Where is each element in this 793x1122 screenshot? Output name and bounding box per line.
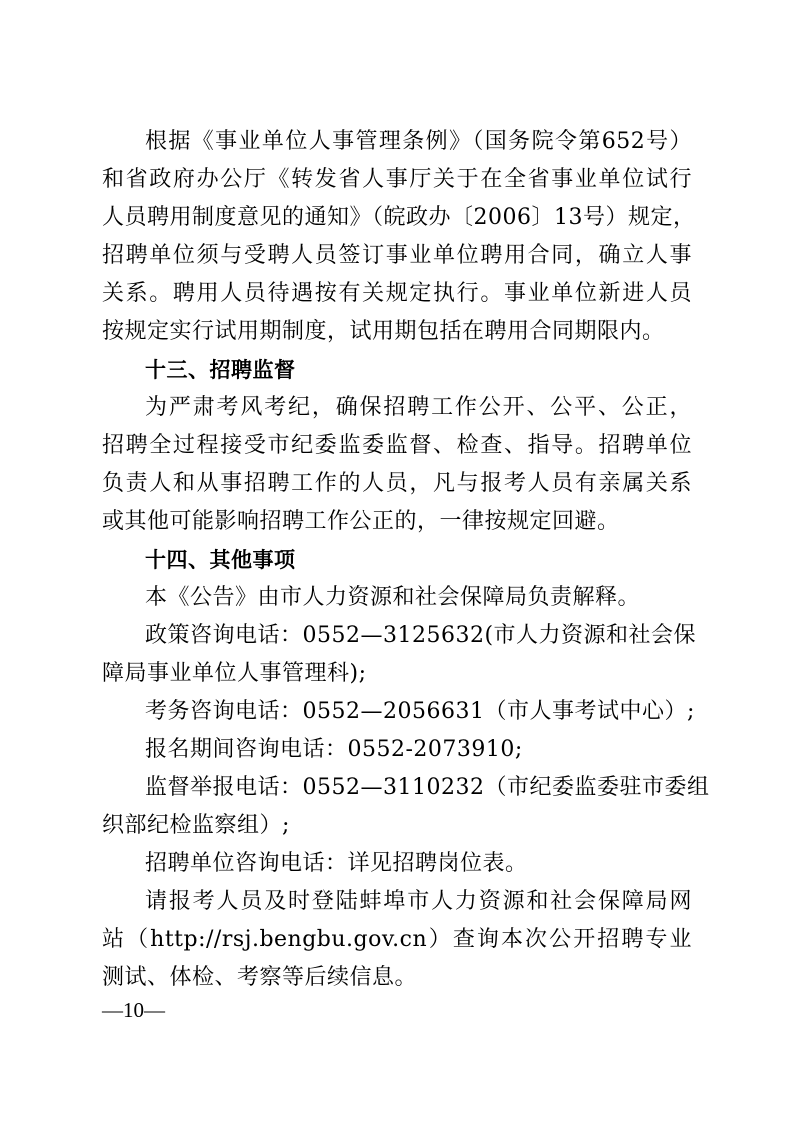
paragraph-1-line-2: 和省政府办公厅《转发省人事厅关于在全省事业单位试行 — [102, 167, 692, 192]
paragraph-1-line-1: 根据《事业单位人事管理条例》（国务院令第652号） — [145, 129, 692, 154]
closing-line-3: 测试、体检、考察等后续信息。 — [102, 965, 418, 990]
policy-phone-line-2: 障局事业单位人事管理科); — [102, 661, 367, 686]
policy-phone-line-1: 政策咨询电话：0552—3125632(市人力资源和社会保 — [145, 623, 697, 648]
registration-phone: 报名期间咨询电话：0552-2073910; — [145, 737, 523, 762]
paragraph-1-line-5: 关系。聘用人员待遇按有关规定执行。事业单位新进人员 — [102, 281, 692, 306]
section-heading-13: 十三、招聘监督 — [145, 358, 296, 382]
section-heading-14: 十四、其他事项 — [145, 548, 296, 572]
paragraph-3: 本《公告》由市人力资源和社会保障局负责解释。 — [145, 585, 641, 610]
supervision-phone-line-2: 织部纪检监察组）; — [102, 813, 290, 838]
paragraph-1-line-6: 按规定实行试用期制度，试用期包括在聘用合同期限内。 — [102, 319, 665, 344]
closing-line-1: 请报考人员及时登陆蚌埠市人力资源和社会保障局网 — [145, 889, 692, 914]
paragraph-2-line-2: 招聘全过程接受市纪委监委监督、检查、指导。招聘单位 — [102, 433, 692, 458]
paragraph-2-line-1: 为严肃考风考纪，确保招聘工作公开、公平、公正， — [145, 395, 692, 420]
page-number: —10— — [102, 998, 165, 1022]
closing-line-2: 站（http://rsj.bengbu.gov.cn）查询本次公开招聘专业 — [102, 927, 692, 952]
exam-phone: 考务咨询电话：0552—2056631（市人事考试中心）; — [145, 699, 695, 724]
unit-phone: 招聘单位咨询电话：详见招聘岗位表。 — [145, 851, 528, 876]
supervision-phone-line-1: 监督举报电话：0552—3110232（市纪委监委驻市委组 — [145, 775, 710, 800]
paragraph-2-line-4: 或其他可能影响招聘工作公正的，一律按规定回避。 — [102, 509, 620, 534]
paragraph-1-line-4: 招聘单位须与受聘人员签订事业单位聘用合同，确立人事 — [102, 243, 692, 268]
paragraph-1-line-3: 人员聘用制度意见的通知》（皖政办〔2006〕13号）规定， — [102, 205, 696, 230]
paragraph-2-line-3: 负责人和从事招聘工作的人员，凡与报考人员有亲属关系 — [102, 471, 692, 496]
